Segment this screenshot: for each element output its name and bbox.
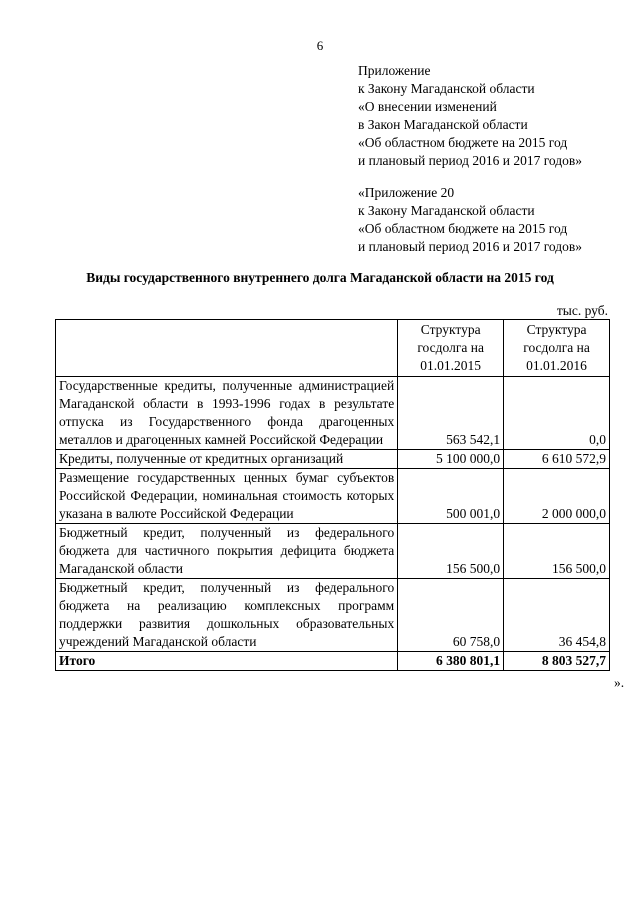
value-2016: 156 500,0 — [504, 524, 610, 579]
page-number: 6 — [316, 38, 324, 53]
document-title: Виды государственного внутреннего долга Магаданской области на 2015 год — [86, 270, 554, 285]
value-2016: 2 000 000,0 — [504, 469, 610, 524]
annex-header-20 — [358, 184, 582, 256]
value-2015: 60 758,0 — [398, 579, 504, 652]
closing-quote-mark: ». — [614, 675, 625, 690]
annex-line: Приложение — [358, 63, 431, 78]
table-row — [56, 579, 610, 652]
annex-line: «Об областном бюджете на 2015 год — [358, 221, 568, 236]
value-2016: 0,0 — [504, 377, 610, 450]
row-label: Размещение государственных ценных бумаг субъектов Российской Федерации, номинальная стоимость которых указана в валюте Российской Федерации — [56, 469, 398, 524]
annex-line: и плановый период 2016 и 2017 годов» — [358, 153, 583, 168]
row-label: Кредиты, полученные от кредитных организаций — [56, 450, 398, 469]
units-label: тыс. руб. — [556, 303, 608, 318]
total-2016: 8 803 527,7 — [504, 652, 610, 671]
annex-line: к Закону Магаданской области — [358, 203, 535, 218]
debt-table — [55, 319, 610, 671]
annex-line: в Закон Магаданской области — [358, 117, 528, 132]
header-2016: Структура госдолга на 01.01.2016 — [504, 320, 610, 377]
table-row — [56, 377, 610, 450]
value-2015: 500 001,0 — [398, 469, 504, 524]
value-2015: 563 542,1 — [398, 377, 504, 450]
value-2015: 5 100 000,0 — [398, 450, 504, 469]
row-label: Бюджетный кредит, полученный из федерального бюджета на реализацию комплексных программ поддержки развития дошкольных образовательных учреждений Магаданской области — [56, 579, 398, 652]
value-2015: 156 500,0 — [398, 524, 504, 579]
table-row — [56, 450, 610, 469]
annex-line: «Приложение 20 — [358, 185, 455, 200]
header-empty — [56, 320, 398, 377]
total-2015: 6 380 801,1 — [398, 652, 504, 671]
annex-line: и плановый период 2016 и 2017 годов» — [358, 239, 583, 254]
row-label: Государственные кредиты, полученные администрацией Магаданской области в 1993-1996 годах в результате отпуска из Государственного фонда драгоценных металлов и драгоценных камней Российской Федерации — [56, 377, 398, 450]
value-2016: 36 454,8 — [504, 579, 610, 652]
total-row — [56, 652, 610, 671]
annex-line: «Об областном бюджете на 2015 год — [358, 135, 568, 150]
value-2016: 6 610 572,9 — [504, 450, 610, 469]
annex-line: к Закону Магаданской области — [358, 81, 535, 96]
annex-header — [358, 62, 582, 170]
table-row — [56, 524, 610, 579]
annex-line: «О внесении изменений — [358, 99, 497, 114]
header-2015: Структура госдолга на 01.01.2015 — [398, 320, 504, 377]
total-label: Итого — [56, 652, 398, 671]
row-label: Бюджетный кредит, полученный из федерального бюджета для частичного покрытия дефицита бюджета Магаданской области — [56, 524, 398, 579]
table-row — [56, 469, 610, 524]
table-header-row — [56, 320, 610, 377]
